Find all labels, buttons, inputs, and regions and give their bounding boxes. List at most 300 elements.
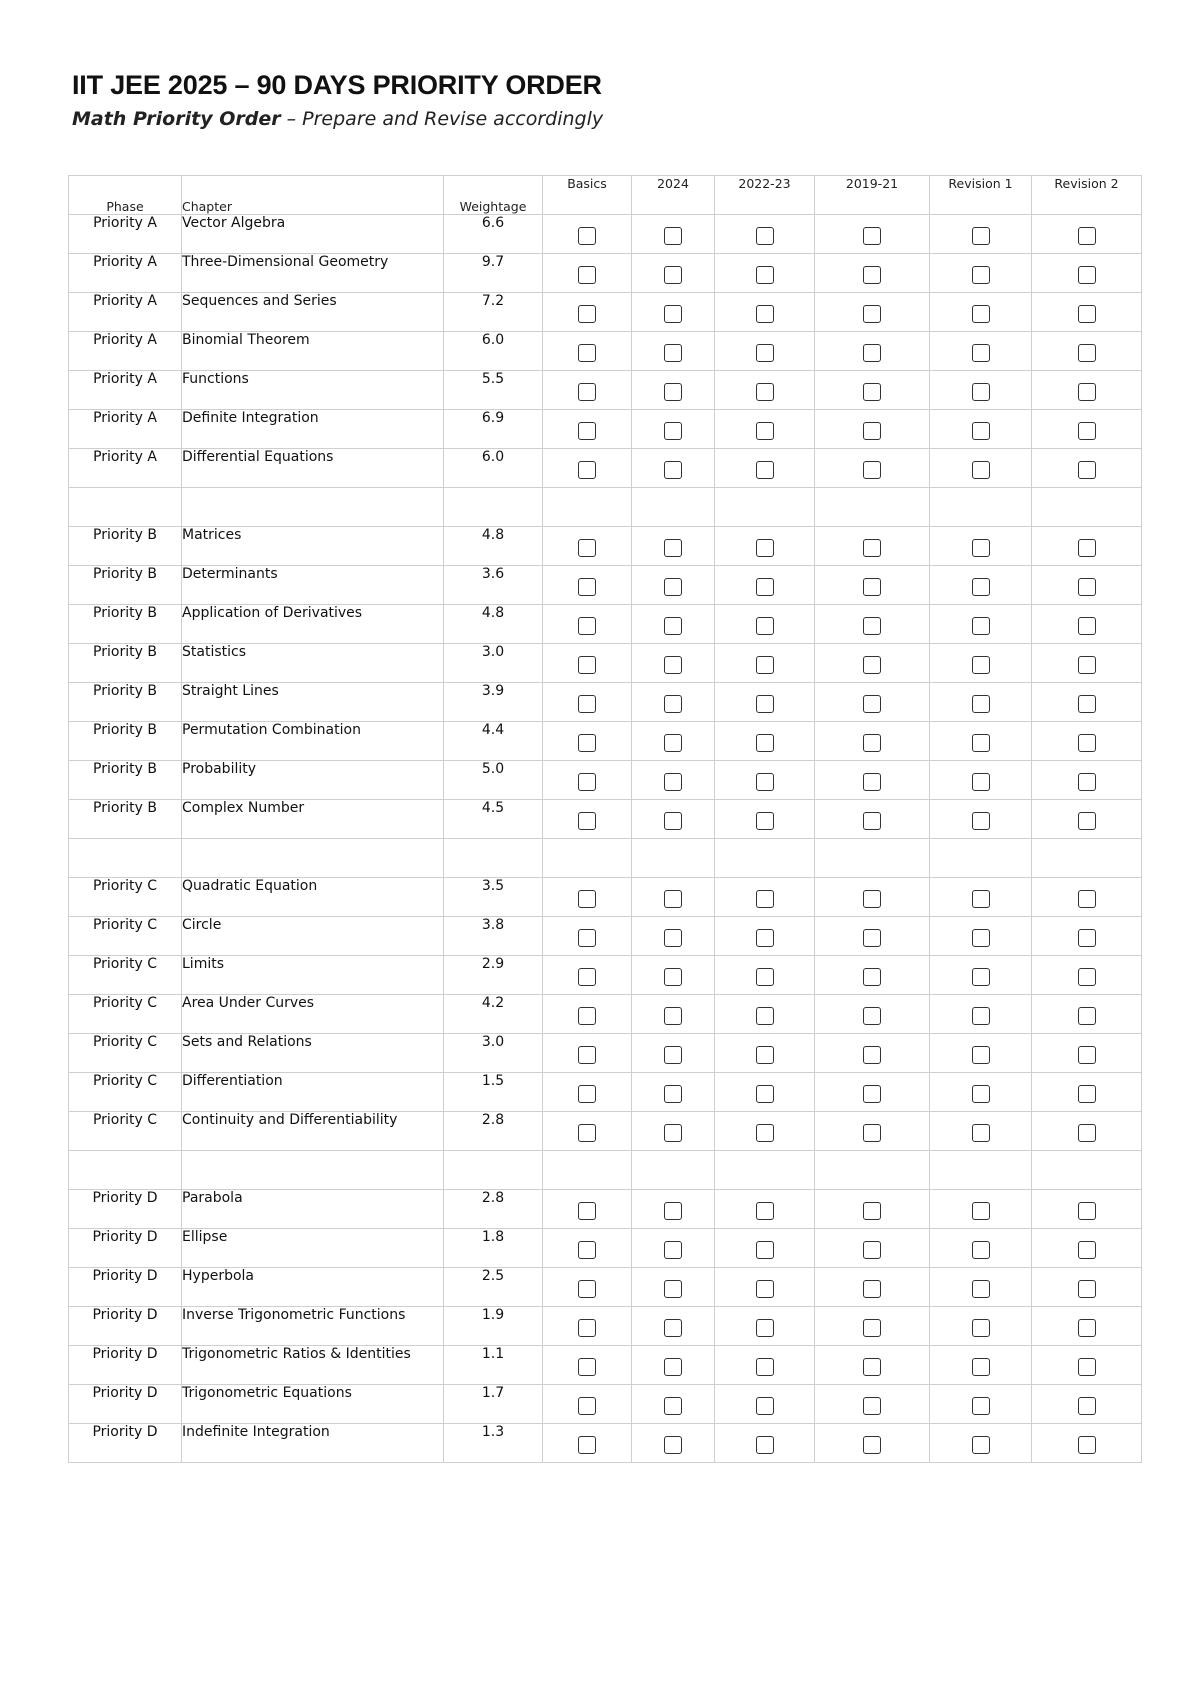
chapter-cell: Continuity and Differentiability [182, 1112, 444, 1151]
2022-23-checkbox[interactable] [756, 1436, 774, 1454]
check-cell-revision-1 [930, 410, 1032, 449]
check-cell-revision-1 [930, 1424, 1032, 1463]
2022-23-checkbox[interactable] [756, 344, 774, 362]
revision-1-checkbox[interactable] [972, 1436, 990, 1454]
2022-23-checkbox[interactable] [756, 266, 774, 284]
2024-checkbox[interactable] [664, 968, 682, 986]
2019-21-checkbox[interactable] [863, 734, 881, 752]
basics-checkbox[interactable] [578, 929, 596, 947]
2024-checkbox[interactable] [664, 929, 682, 947]
check-cell-revision-2 [1032, 215, 1142, 254]
check-cell-2019-21 [815, 644, 930, 683]
2019-21-checkbox[interactable] [863, 1241, 881, 1259]
weightage-cell: 1.1 [444, 1346, 543, 1385]
weightage-cell: 3.9 [444, 683, 543, 722]
weightage-cell: 1.9 [444, 1307, 543, 1346]
table-row [69, 761, 1142, 800]
check-cell-2019-21 [815, 332, 930, 371]
2022-23-checkbox[interactable] [756, 890, 774, 908]
revision-1-checkbox[interactable] [972, 1319, 990, 1337]
check-cell-revision-1 [930, 644, 1032, 683]
table-row [69, 371, 1142, 410]
check-cell-2024 [632, 644, 715, 683]
basics-checkbox[interactable] [578, 1202, 596, 1220]
2019-21-checkbox[interactable] [863, 344, 881, 362]
revision-2-checkbox[interactable] [1078, 383, 1096, 401]
phase-cell: Priority B [69, 605, 182, 644]
check-cell-revision-2 [1032, 683, 1142, 722]
table-row [69, 215, 1142, 254]
2022-23-checkbox[interactable] [756, 1007, 774, 1025]
2019-21-checkbox[interactable] [863, 890, 881, 908]
basics-checkbox[interactable] [578, 461, 596, 479]
basics-checkbox[interactable] [578, 695, 596, 713]
2019-21-checkbox[interactable] [863, 1358, 881, 1376]
check-cell-basics [543, 1268, 632, 1307]
check-cell-2024 [632, 371, 715, 410]
check-cell-2024 [632, 527, 715, 566]
basics-checkbox[interactable] [578, 305, 596, 323]
weightage-cell: 4.4 [444, 722, 543, 761]
revision-2-checkbox[interactable] [1078, 1358, 1096, 1376]
check-cell-2019-21 [815, 254, 930, 293]
check-cell-revision-2 [1032, 1034, 1142, 1073]
2024-checkbox[interactable] [664, 383, 682, 401]
revision-2-checkbox[interactable] [1078, 461, 1096, 479]
2022-23-checkbox[interactable] [756, 578, 774, 596]
basics-checkbox[interactable] [578, 773, 596, 791]
table-row [69, 1385, 1142, 1424]
2022-23-checkbox[interactable] [756, 1046, 774, 1064]
revision-1-checkbox[interactable] [972, 1007, 990, 1025]
basics-checkbox[interactable] [578, 617, 596, 635]
revision-1-checkbox[interactable] [972, 656, 990, 674]
revision-1-checkbox[interactable] [972, 773, 990, 791]
check-cell-2019-21 [815, 878, 930, 917]
basics-checkbox[interactable] [578, 344, 596, 362]
2022-23-checkbox[interactable] [756, 305, 774, 323]
check-cell-revision-1 [930, 956, 1032, 995]
2024-checkbox[interactable] [664, 1241, 682, 1259]
empty-cell [182, 1151, 444, 1190]
check-cell-2024 [632, 1346, 715, 1385]
2024-checkbox[interactable] [664, 812, 682, 830]
check-cell-2022-23 [715, 683, 815, 722]
2019-21-checkbox[interactable] [863, 656, 881, 674]
2022-23-checkbox[interactable] [756, 929, 774, 947]
check-cell-2019-21 [815, 293, 930, 332]
2024-checkbox[interactable] [664, 1046, 682, 1064]
revision-2-checkbox[interactable] [1078, 1241, 1096, 1259]
basics-checkbox[interactable] [578, 812, 596, 830]
revision-2-checkbox[interactable] [1078, 1397, 1096, 1415]
2022-23-checkbox[interactable] [756, 1280, 774, 1298]
table-row [69, 956, 1142, 995]
check-cell-2022-23 [715, 800, 815, 839]
2022-23-checkbox[interactable] [756, 734, 774, 752]
check-cell-revision-2 [1032, 566, 1142, 605]
empty-cell [182, 488, 444, 527]
basics-checkbox[interactable] [578, 968, 596, 986]
check-cell-revision-1 [930, 683, 1032, 722]
2022-23-checkbox[interactable] [756, 1241, 774, 1259]
2024-checkbox[interactable] [664, 890, 682, 908]
revision-2-checkbox[interactable] [1078, 1124, 1096, 1142]
revision-2-checkbox[interactable] [1078, 227, 1096, 245]
2024-checkbox[interactable] [664, 578, 682, 596]
2019-21-checkbox[interactable] [863, 1046, 881, 1064]
check-cell-2024 [632, 293, 715, 332]
weightage-cell: 3.6 [444, 566, 543, 605]
2022-23-checkbox[interactable] [756, 773, 774, 791]
2024-checkbox[interactable] [664, 1202, 682, 1220]
check-cell-2019-21 [815, 1346, 930, 1385]
table-row [69, 644, 1142, 683]
basics-checkbox[interactable] [578, 227, 596, 245]
2019-21-checkbox[interactable] [863, 1436, 881, 1454]
2019-21-checkbox[interactable] [863, 1085, 881, 1103]
revision-1-checkbox[interactable] [972, 1202, 990, 1220]
table-row [69, 1034, 1142, 1073]
basics-checkbox[interactable] [578, 1241, 596, 1259]
check-cell-basics [543, 293, 632, 332]
chapter-cell: Differential Equations [182, 449, 444, 488]
basics-checkbox[interactable] [578, 1007, 596, 1025]
check-cell-revision-1 [930, 1385, 1032, 1424]
2022-23-checkbox[interactable] [756, 227, 774, 245]
2022-23-checkbox[interactable] [756, 1397, 774, 1415]
2022-23-checkbox[interactable] [756, 1202, 774, 1220]
2022-23-checkbox[interactable] [756, 812, 774, 830]
check-cell-2024 [632, 1268, 715, 1307]
2019-21-checkbox[interactable] [863, 929, 881, 947]
2022-23-checkbox[interactable] [756, 656, 774, 674]
revision-1-checkbox[interactable] [972, 968, 990, 986]
weightage-cell: 3.0 [444, 1034, 543, 1073]
basics-checkbox[interactable] [578, 890, 596, 908]
basics-checkbox[interactable] [578, 1436, 596, 1454]
check-cell-basics [543, 566, 632, 605]
revision-2-checkbox[interactable] [1078, 422, 1096, 440]
revision-2-checkbox[interactable] [1078, 1007, 1096, 1025]
2019-21-checkbox[interactable] [863, 266, 881, 284]
revision-2-checkbox[interactable] [1078, 1202, 1096, 1220]
check-cell-revision-1 [930, 1229, 1032, 1268]
2024-checkbox[interactable] [664, 461, 682, 479]
2022-23-checkbox[interactable] [756, 383, 774, 401]
phase-cell: Priority A [69, 371, 182, 410]
2019-21-checkbox[interactable] [863, 227, 881, 245]
revision-2-checkbox[interactable] [1078, 734, 1096, 752]
2019-21-checkbox[interactable] [863, 695, 881, 713]
revision-2-checkbox[interactable] [1078, 1436, 1096, 1454]
revision-1-checkbox[interactable] [972, 461, 990, 479]
2024-checkbox[interactable] [664, 266, 682, 284]
2019-21-checkbox[interactable] [863, 1124, 881, 1142]
2019-21-checkbox[interactable] [863, 773, 881, 791]
check-cell-2022-23 [715, 566, 815, 605]
weightage-cell: 1.5 [444, 1073, 543, 1112]
revision-1-checkbox[interactable] [972, 1046, 990, 1064]
check-cell-revision-1 [930, 1073, 1032, 1112]
revision-2-checkbox[interactable] [1078, 773, 1096, 791]
table-row [69, 1268, 1142, 1307]
revision-2-checkbox[interactable] [1078, 344, 1096, 362]
2024-checkbox[interactable] [664, 773, 682, 791]
check-cell-2019-21 [815, 449, 930, 488]
weightage-cell: 5.0 [444, 761, 543, 800]
2019-21-checkbox[interactable] [863, 461, 881, 479]
basics-checkbox[interactable] [578, 539, 596, 557]
revision-2-checkbox[interactable] [1078, 266, 1096, 284]
2019-21-checkbox[interactable] [863, 1007, 881, 1025]
2024-checkbox[interactable] [664, 1124, 682, 1142]
2019-21-checkbox[interactable] [863, 539, 881, 557]
2019-21-checkbox[interactable] [863, 1280, 881, 1298]
2024-checkbox[interactable] [664, 344, 682, 362]
phase-cell: Priority A [69, 254, 182, 293]
basics-checkbox[interactable] [578, 1397, 596, 1415]
page-subtitle [72, 108, 603, 130]
2024-checkbox[interactable] [664, 305, 682, 323]
2022-23-checkbox[interactable] [756, 968, 774, 986]
2024-checkbox[interactable] [664, 1397, 682, 1415]
revision-1-checkbox[interactable] [972, 266, 990, 284]
check-cell-revision-1 [930, 215, 1032, 254]
check-cell-2019-21 [815, 371, 930, 410]
check-cell-2019-21 [815, 1268, 930, 1307]
2024-checkbox[interactable] [664, 617, 682, 635]
weightage-cell: 1.8 [444, 1229, 543, 1268]
basics-checkbox[interactable] [578, 266, 596, 284]
check-cell-revision-1 [930, 878, 1032, 917]
revision-2-checkbox[interactable] [1078, 1280, 1096, 1298]
check-cell-2019-21 [815, 995, 930, 1034]
revision-2-checkbox[interactable] [1078, 1046, 1096, 1064]
check-cell-revision-2 [1032, 1073, 1142, 1112]
check-cell-revision-1 [930, 1190, 1032, 1229]
basics-checkbox[interactable] [578, 734, 596, 752]
column-header-basics: Basics [543, 176, 632, 215]
phase-cell: Priority A [69, 449, 182, 488]
2024-checkbox[interactable] [664, 422, 682, 440]
empty-cell [715, 1151, 815, 1190]
phase-cell: Priority A [69, 410, 182, 449]
chapter-cell: Indefinite Integration [182, 1424, 444, 1463]
table-row [69, 1190, 1142, 1229]
empty-cell [543, 1151, 632, 1190]
basics-checkbox[interactable] [578, 383, 596, 401]
2022-23-checkbox[interactable] [756, 617, 774, 635]
check-cell-2024 [632, 1424, 715, 1463]
check-cell-2024 [632, 449, 715, 488]
revision-1-checkbox[interactable] [972, 695, 990, 713]
revision-1-checkbox[interactable] [972, 812, 990, 830]
check-cell-revision-2 [1032, 1346, 1142, 1385]
check-cell-revision-2 [1032, 1385, 1142, 1424]
weightage-cell: 6.9 [444, 410, 543, 449]
phase-cell: Priority B [69, 683, 182, 722]
2022-23-checkbox[interactable] [756, 539, 774, 557]
2022-23-checkbox[interactable] [756, 422, 774, 440]
2024-checkbox[interactable] [664, 1319, 682, 1337]
revision-2-checkbox[interactable] [1078, 656, 1096, 674]
phase-cell: Priority C [69, 878, 182, 917]
chapter-cell: Differentiation [182, 1073, 444, 1112]
chapter-cell: Matrices [182, 527, 444, 566]
empty-cell [715, 839, 815, 878]
revision-2-checkbox[interactable] [1078, 578, 1096, 596]
check-cell-2022-23 [715, 1112, 815, 1151]
check-cell-revision-2 [1032, 1229, 1142, 1268]
check-cell-2022-23 [715, 1424, 815, 1463]
2022-23-checkbox[interactable] [756, 1085, 774, 1103]
revision-1-checkbox[interactable] [972, 305, 990, 323]
2019-21-checkbox[interactable] [863, 422, 881, 440]
basics-checkbox[interactable] [578, 1085, 596, 1103]
revision-1-checkbox[interactable] [972, 422, 990, 440]
2024-checkbox[interactable] [664, 1436, 682, 1454]
check-cell-2019-21 [815, 956, 930, 995]
revision-2-checkbox[interactable] [1078, 929, 1096, 947]
revision-1-checkbox[interactable] [972, 890, 990, 908]
revision-1-checkbox[interactable] [972, 929, 990, 947]
revision-2-checkbox[interactable] [1078, 539, 1096, 557]
check-cell-2022-23 [715, 449, 815, 488]
revision-2-checkbox[interactable] [1078, 1085, 1096, 1103]
column-header-revision-1: Revision 1 [930, 176, 1032, 215]
revision-2-checkbox[interactable] [1078, 890, 1096, 908]
check-cell-basics [543, 800, 632, 839]
check-cell-2024 [632, 878, 715, 917]
check-cell-basics [543, 527, 632, 566]
2024-checkbox[interactable] [664, 1280, 682, 1298]
check-cell-basics [543, 1034, 632, 1073]
revision-1-checkbox[interactable] [972, 383, 990, 401]
revision-2-checkbox[interactable] [1078, 305, 1096, 323]
2024-checkbox[interactable] [664, 1007, 682, 1025]
2024-checkbox[interactable] [664, 1085, 682, 1103]
check-cell-2019-21 [815, 1424, 930, 1463]
revision-1-checkbox[interactable] [972, 539, 990, 557]
check-cell-2022-23 [715, 1229, 815, 1268]
basics-checkbox[interactable] [578, 656, 596, 674]
check-cell-2024 [632, 605, 715, 644]
2019-21-checkbox[interactable] [863, 305, 881, 323]
check-cell-2022-23 [715, 1268, 815, 1307]
check-cell-2022-23 [715, 1307, 815, 1346]
check-cell-revision-2 [1032, 371, 1142, 410]
2024-checkbox[interactable] [664, 656, 682, 674]
weightage-cell: 4.8 [444, 527, 543, 566]
2024-checkbox[interactable] [664, 227, 682, 245]
revision-2-checkbox[interactable] [1078, 617, 1096, 635]
revision-2-checkbox[interactable] [1078, 968, 1096, 986]
revision-1-checkbox[interactable] [972, 617, 990, 635]
revision-1-checkbox[interactable] [972, 1397, 990, 1415]
table-row [69, 878, 1142, 917]
empty-cell [815, 1151, 930, 1190]
check-cell-revision-2 [1032, 527, 1142, 566]
2019-21-checkbox[interactable] [863, 968, 881, 986]
check-cell-2019-21 [815, 1229, 930, 1268]
check-cell-2022-23 [715, 527, 815, 566]
2019-21-checkbox[interactable] [863, 578, 881, 596]
check-cell-basics [543, 878, 632, 917]
2019-21-checkbox[interactable] [863, 1319, 881, 1337]
2019-21-checkbox[interactable] [863, 383, 881, 401]
phase-cell: Priority C [69, 995, 182, 1034]
2024-checkbox[interactable] [664, 539, 682, 557]
2022-23-checkbox[interactable] [756, 1319, 774, 1337]
2019-21-checkbox[interactable] [863, 617, 881, 635]
revision-1-checkbox[interactable] [972, 1124, 990, 1142]
2019-21-checkbox[interactable] [863, 812, 881, 830]
check-cell-2024 [632, 722, 715, 761]
check-cell-2024 [632, 332, 715, 371]
phase-cell: Priority D [69, 1190, 182, 1229]
revision-1-checkbox[interactable] [972, 1241, 990, 1259]
basics-checkbox[interactable] [578, 1046, 596, 1064]
revision-1-checkbox[interactable] [972, 1280, 990, 1298]
check-cell-basics [543, 1229, 632, 1268]
revision-1-checkbox[interactable] [972, 227, 990, 245]
table-row [69, 293, 1142, 332]
check-cell-2022-23 [715, 293, 815, 332]
2024-checkbox[interactable] [664, 734, 682, 752]
check-cell-revision-1 [930, 761, 1032, 800]
check-cell-basics [543, 1073, 632, 1112]
revision-1-checkbox[interactable] [972, 344, 990, 362]
basics-checkbox[interactable] [578, 1280, 596, 1298]
revision-1-checkbox[interactable] [972, 734, 990, 752]
group-spacer-row [69, 488, 1142, 527]
basics-checkbox[interactable] [578, 578, 596, 596]
2022-23-checkbox[interactable] [756, 1358, 774, 1376]
weightage-cell: 2.8 [444, 1190, 543, 1229]
check-cell-revision-2 [1032, 1112, 1142, 1151]
2022-23-checkbox[interactable] [756, 461, 774, 479]
revision-2-checkbox[interactable] [1078, 1319, 1096, 1337]
basics-checkbox[interactable] [578, 422, 596, 440]
basics-checkbox[interactable] [578, 1124, 596, 1142]
basics-checkbox[interactable] [578, 1319, 596, 1337]
check-cell-2022-23 [715, 1034, 815, 1073]
check-cell-2019-21 [815, 1112, 930, 1151]
table-row [69, 722, 1142, 761]
revision-2-checkbox[interactable] [1078, 812, 1096, 830]
2024-checkbox[interactable] [664, 695, 682, 713]
revision-1-checkbox[interactable] [972, 1085, 990, 1103]
revision-2-checkbox[interactable] [1078, 695, 1096, 713]
2019-21-checkbox[interactable] [863, 1397, 881, 1415]
check-cell-2024 [632, 917, 715, 956]
basics-checkbox[interactable] [578, 1358, 596, 1376]
check-cell-revision-2 [1032, 995, 1142, 1034]
weightage-cell: 1.7 [444, 1385, 543, 1424]
weightage-cell: 7.2 [444, 293, 543, 332]
2022-23-checkbox[interactable] [756, 1124, 774, 1142]
revision-1-checkbox[interactable] [972, 1358, 990, 1376]
chapter-cell: Sets and Relations [182, 1034, 444, 1073]
2022-23-checkbox[interactable] [756, 695, 774, 713]
phase-cell: Priority B [69, 722, 182, 761]
2019-21-checkbox[interactable] [863, 1202, 881, 1220]
2024-checkbox[interactable] [664, 1358, 682, 1376]
check-cell-basics [543, 1112, 632, 1151]
revision-1-checkbox[interactable] [972, 578, 990, 596]
check-cell-2019-21 [815, 722, 930, 761]
